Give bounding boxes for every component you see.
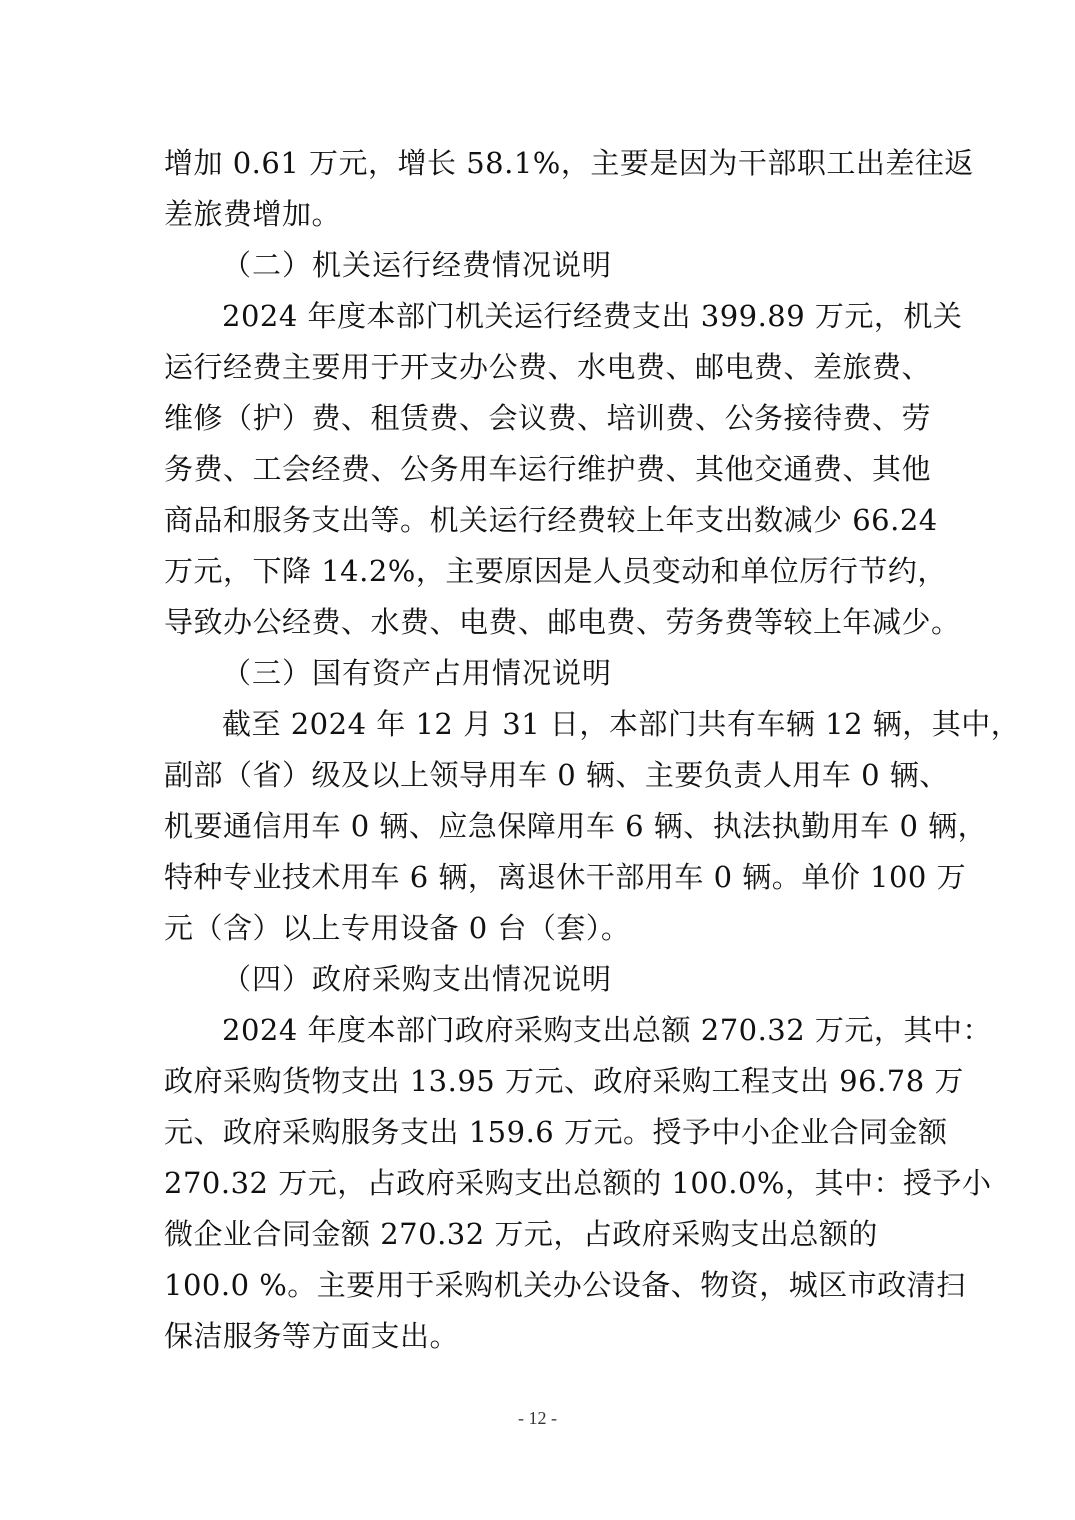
text-line: 2024 年度本部门机关运行经费支出 399.89 万元，机关: [222, 299, 963, 333]
section-heading-operating-costs: （二）机关运行经费情况说明: [222, 248, 613, 282]
text-line: 副部（省）级及以上领导用车 0 辆、主要负责人用车 0 辆、: [164, 758, 949, 792]
text-line: 270.32 万元，占政府采购支出总额的 100.0%，其中：授予小: [164, 1166, 992, 1200]
text-line: 微企业合同金额 270.32 万元，占政府采购支出总额的: [164, 1217, 878, 1251]
page-number: - 12 -: [518, 1408, 557, 1428]
text-line: 增加 0.61 万元，增长 58.1%，主要是因为干部职工出差往返: [164, 146, 974, 180]
text-line: 元、政府采购服务支出 159.6 万元。授予中小企业合同金额: [164, 1115, 948, 1149]
text-line: 100.0 %。主要用于采购机关办公设备、物资，城区市政清扫: [164, 1268, 966, 1302]
text-line: 机要通信用车 0 辆、应急保障用车 6 辆、执法执勤用车 0 辆，: [164, 809, 988, 843]
text-line: 政府采购货物支出 13.95 万元、政府采购工程支出 96.78 万: [164, 1064, 964, 1098]
text-line: 务费、工会经费、公务用车运行维护费、其他交通费、其他: [164, 452, 932, 486]
text-line: 导致办公经费、水费、电费、邮电费、劳务费等较上年减少。: [164, 605, 961, 639]
paragraph-continuation: [164, 138, 974, 240]
text-line: 保洁服务等方面支出。: [164, 1319, 460, 1353]
text-line: 运行经费主要用于开支办公费、水电费、邮电费、差旅费、: [164, 350, 932, 384]
document-page: [164, 138, 1021, 1362]
text-line: 2024 年度本部门政府采购支出总额 270.32 万元，其中：: [222, 1013, 992, 1047]
section-heading-state-assets: （三）国有资产占用情况说明: [222, 656, 613, 690]
paragraph-operating-costs: [164, 291, 963, 648]
paragraph-state-assets: [164, 699, 1021, 954]
paragraph-procurement: [164, 1005, 992, 1362]
text-line: 差旅费增加。: [164, 197, 342, 231]
text-line: 商品和服务支出等。机关运行经费较上年支出数减少 66.24: [164, 503, 938, 537]
text-line: 维修（护）费、租赁费、会议费、培训费、公务接待费、劳: [164, 401, 932, 435]
text-line: 截至 2024 年 12 月 31 日，本部门共有车辆 12 辆，其中，: [222, 707, 1021, 741]
text-line: 特种专业技术用车 6 辆，离退休干部用车 0 辆。单价 100 万: [164, 860, 967, 894]
text-line: 元（含）以上专用设备 0 台（套）。: [164, 911, 631, 945]
text-line: 万元，下降 14.2%，主要原因是人员变动和单位厉行节约，: [164, 554, 947, 588]
section-heading-procurement: （四）政府采购支出情况说明: [222, 962, 613, 996]
